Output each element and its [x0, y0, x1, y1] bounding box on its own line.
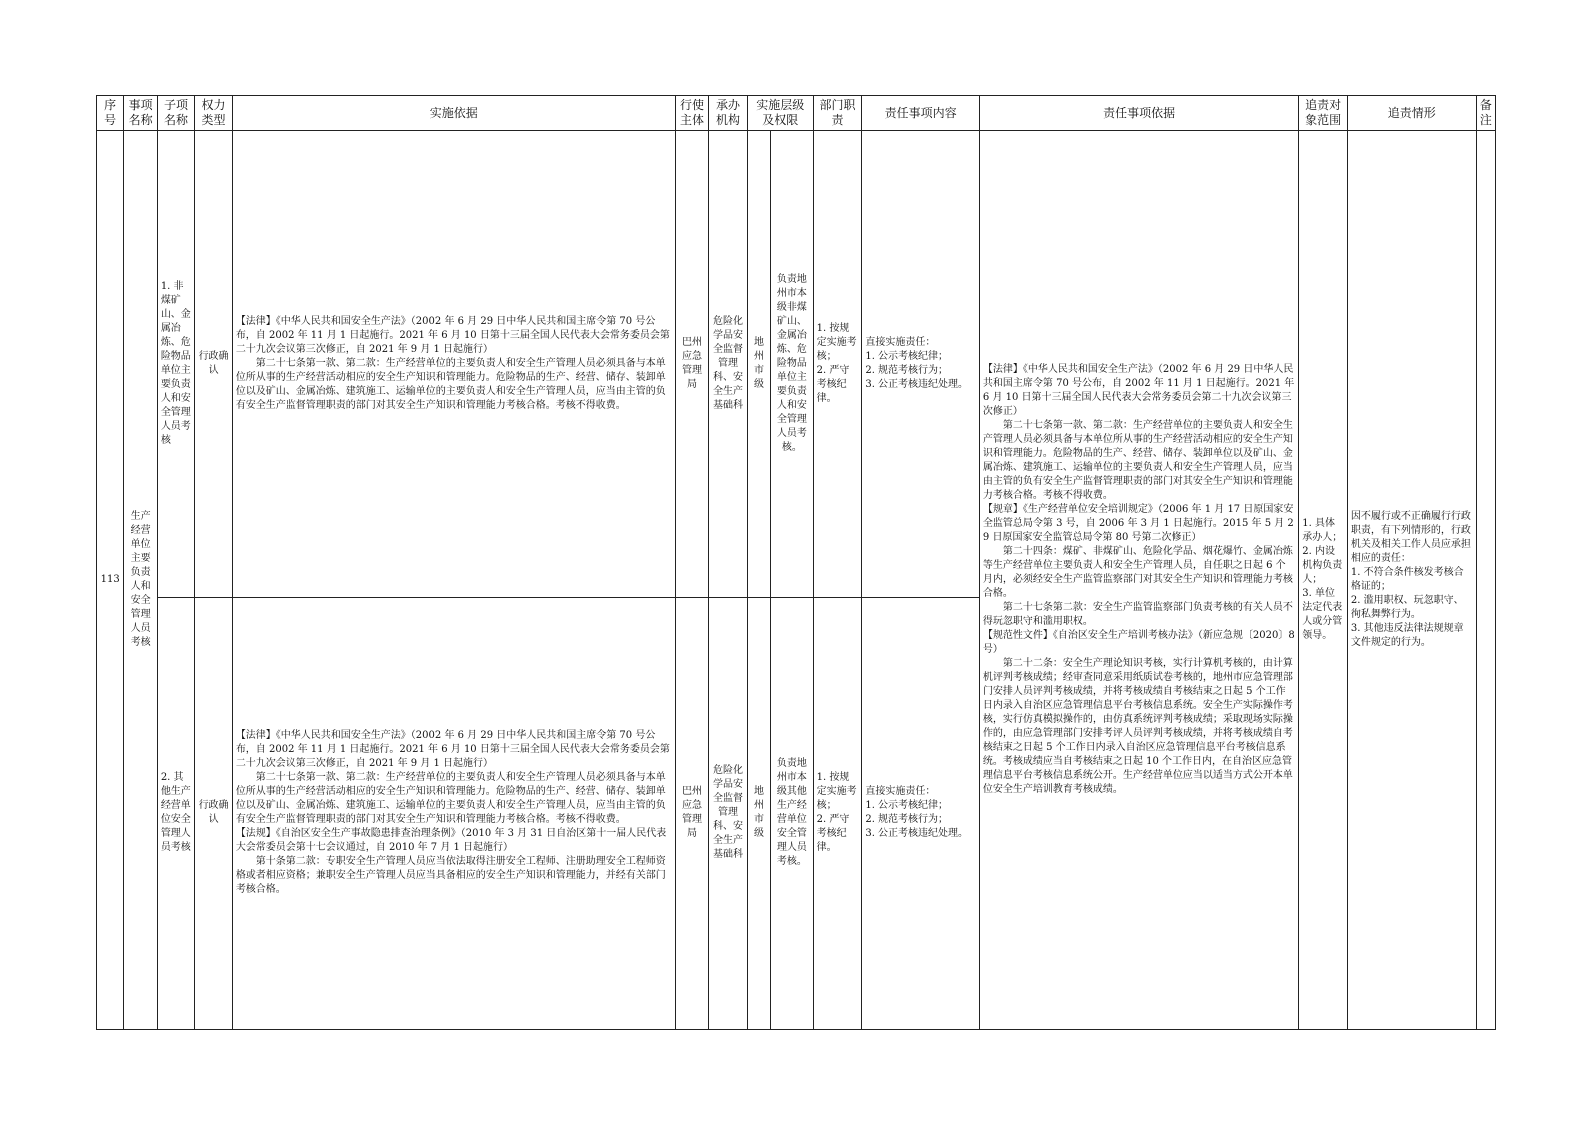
header-case: 追责情形 [1347, 96, 1476, 131]
header-scope: 追责对象范围 [1299, 96, 1348, 131]
level-cell-1a: 地州市级 [747, 131, 770, 598]
resp-cell-2: 直接实施责任： 1. 公示考核纪律； 2. 规范考核行为； 3. 公正考核违纪处理。 [862, 597, 980, 1029]
header-ptype: 权力类型 [195, 96, 233, 131]
subject-cell-1: 巴州应急管理局 [675, 131, 708, 598]
header-note: 备注 [1476, 96, 1495, 131]
header-item: 事项名称 [124, 96, 157, 131]
duty-cell-1: 1. 按规定实施考核； 2. 严守考核纪律。 [813, 131, 862, 598]
header-basis: 实施依据 [232, 96, 675, 131]
scope-cell: 1. 具体承办人； 2. 内设机构负责人； 3. 单位法定代表人或分管领导。 [1299, 131, 1348, 1030]
duty-cell-2: 1. 按规定实施考核； 2. 严守考核纪律。 [813, 597, 862, 1029]
header-level: 实施层级及权限 [747, 96, 813, 131]
org-cell-2: 危险化学品安全监督管理科、安全生产基础科 [709, 597, 748, 1029]
header-subject: 行使主体 [675, 96, 708, 131]
ptype-cell-1: 行政确认 [195, 131, 233, 598]
header-duty: 部门职责 [813, 96, 862, 131]
authority-table [96, 95, 1496, 1030]
seq-cell: 113 [97, 131, 124, 1030]
resp-basis-cell: 【法律】《中华人民共和国安全生产法》（2002 年 6 月 29 日中华人民共和国主席令第 70 号公布，自 2002 年 11 月 1 日起施行。2021 年 6 月 10 日第十三届全国人民代表大会常务委员会第二十九次会议第三次修正） 第二十七条第一款、第二款：生产经营单位的主要负责人和安全生产管理人员必须具备与本单位所从事的生产经营活动相应的安全生产知识和管理能力。危险物品的生产、经营、储存、装卸单位以及矿山、金属冶炼、建筑施工、运输单位的主要负责人和安全生产管理人员，应当由主管的负有安全生产监督管理职责的部门对其安全生产知识和管理能力考核合格。考核不得收费。 【规章】《生产经营单位安全培训规定》（2006 年 1 月 17 日原国家安全监管总局令第 3 号，自 2006 年 3 月 1 日起施行。2015 年 5 月 29 日原国家安全监管总局令第 80 号第二次修正） 第二十四条：煤矿、非煤矿山、危险化学品、烟花爆竹、金属冶炼等生产经营单位主要负责人和安全生产管理人员，自任职之日起 6 个月内，必须经安全生产监管监察部门对其安全生产知识和管理能力考核合格。 第二十七条第二款：安全生产监管监察部门负责考核的有关人员不得玩忽职守和滥用职权。 【规范性文件】《自治区安全生产培训考核办法》（新应急规〔2020〕8 号） 第二十二条：安全生产理论知识考核，实行计算机考核的，由计算机评判考核成绩；经审查同意采用纸质试卷考核的，地州市应急管理部门安排人员评判考核成绩，并将考核成绩自考核结束之日起 5 个工作日内录入自治区应急管理信息平台考核信息系统。安全生产实际操作考核，实行仿真模拟操作的，由仿真系统评判考核成绩；采取现场实际操作的，由应急管理部门安排考评人员评判考核成绩，并将考核成绩自考核结束之日起 5 个工作日内录入自治区应急管理信息平台考核信息系统。考核成绩应当自考核结束之日起 10 个工作日内，在自治区应急管理信息平台考核信息系统公开。生产经营单位应当以适当方式公开本单位安全生产培训教育考核成绩。 [979, 131, 1298, 1030]
case-cell: 因不履行或不正确履行行政职责，有下列情形的，行政机关及相关工作人员应承担相应的责任： 1. 不符合条件核发考核合格证的； 2. 滥用职权、玩忽职守、徇私舞弊行为。 3. 其他违反法律法规规章文件规定的行为。 [1347, 131, 1476, 1030]
sub-cell-1: 1. 非煤矿山、金属冶炼、危险物品单位主要负责人和安全管理人员考核 [157, 131, 195, 598]
header-resp-basis: 责任事项依据 [979, 96, 1298, 131]
level-cell-2b: 负责地州市本级其他生产经营单位安全管理人员考核。 [771, 597, 814, 1029]
sub-cell-2: 2. 其他生产经营单位安全管理人员考核 [157, 597, 195, 1029]
header-row [97, 96, 1496, 131]
subject-cell-2: 巴州应急管理局 [675, 597, 708, 1029]
ptype-cell-2: 行政确认 [195, 597, 233, 1029]
header-org: 承办机构 [709, 96, 748, 131]
basis-cell-2: 【法律】《中华人民共和国安全生产法》（2002 年 6 月 29 日中华人民共和国主席令第 70 号公布，自 2002 年 11 月 1 日起施行。2021 年 6 月 10 日第十三届全国人民代表大会常务委员会第二十九次会议第三次修正，自 2021 年 9 月 1 日起施行） 第二十七条第一款、第二款：生产经营单位的主要负责人和安全生产管理人员必须具备与本单位所从事的生产经营活动相应的安全生产知识和管理能力。危险物品的生产、经营、储存、装卸单位以及矿山、金属冶炼、建筑施工、运输单位的主要负责人和安全生产管理人员，应当由主管的负有安全生产监督管理职责的部门对其安全生产知识和管理能力考核合格。考核不得收费。 【法规】《自治区安全生产事故隐患排查治理条例》（2010 年 3 月 31 日自治区第十一届人民代表大会常委员会第十七会议通过，自 2010 年 7 月 1 日起施行） 第十条第二款：专职安全生产管理人员应当依法取得注册安全工程师、注册助理安全工程师资格或者相应资格；兼职安全生产管理人员应当具备相应的安全生产知识和管理能力，并经有关部门考核合格。 [232, 597, 675, 1029]
level-cell-1b: 负责地州市本级非煤矿山、金属冶炼、危险物品单位主要负责人和安全管理人员考核。 [771, 131, 814, 598]
resp-cell-1: 直接实施责任： 1. 公示考核纪律； 2. 规范考核行为； 3. 公正考核违纪处理。 [862, 131, 980, 598]
header-sub: 子项名称 [157, 96, 195, 131]
org-cell-1: 危险化学品安全监督管理科、安全生产基础科 [709, 131, 748, 598]
level-cell-2a: 地州市级 [747, 597, 770, 1029]
item-cell: 生产经营单位主要负责人和安全管理人员考核 [124, 131, 157, 1030]
header-seq: 序号 [97, 96, 124, 131]
basis-cell-1: 【法律】《中华人民共和国安全生产法》（2002 年 6 月 29 日中华人民共和国主席令第 70 号公布，自 2002 年 11 月 1 日起施行。2021 年 6 月 10 日第十三届全国人民代表大会常务委员会第二十九次会议第三次修正，自 2021 年 9 月 1 日起施行） 第二十七条第一款、第二款：生产经营单位的主要负责人和安全生产管理人员必须具备与本单位所从事的生产经营活动相应的安全生产知识和管理能力。危险物品的生产、经营、储存、装卸单位以及矿山、金属冶炼、建筑施工、运输单位的主要负责人和安全生产管理人员，应当由主管的负有安全生产监督管理职责的部门对其安全生产知识和管理能力考核合格。考核不得收费。 [232, 131, 675, 598]
table-row [97, 131, 1496, 598]
header-resp: 责任事项内容 [862, 96, 980, 131]
note-cell [1476, 131, 1495, 1030]
